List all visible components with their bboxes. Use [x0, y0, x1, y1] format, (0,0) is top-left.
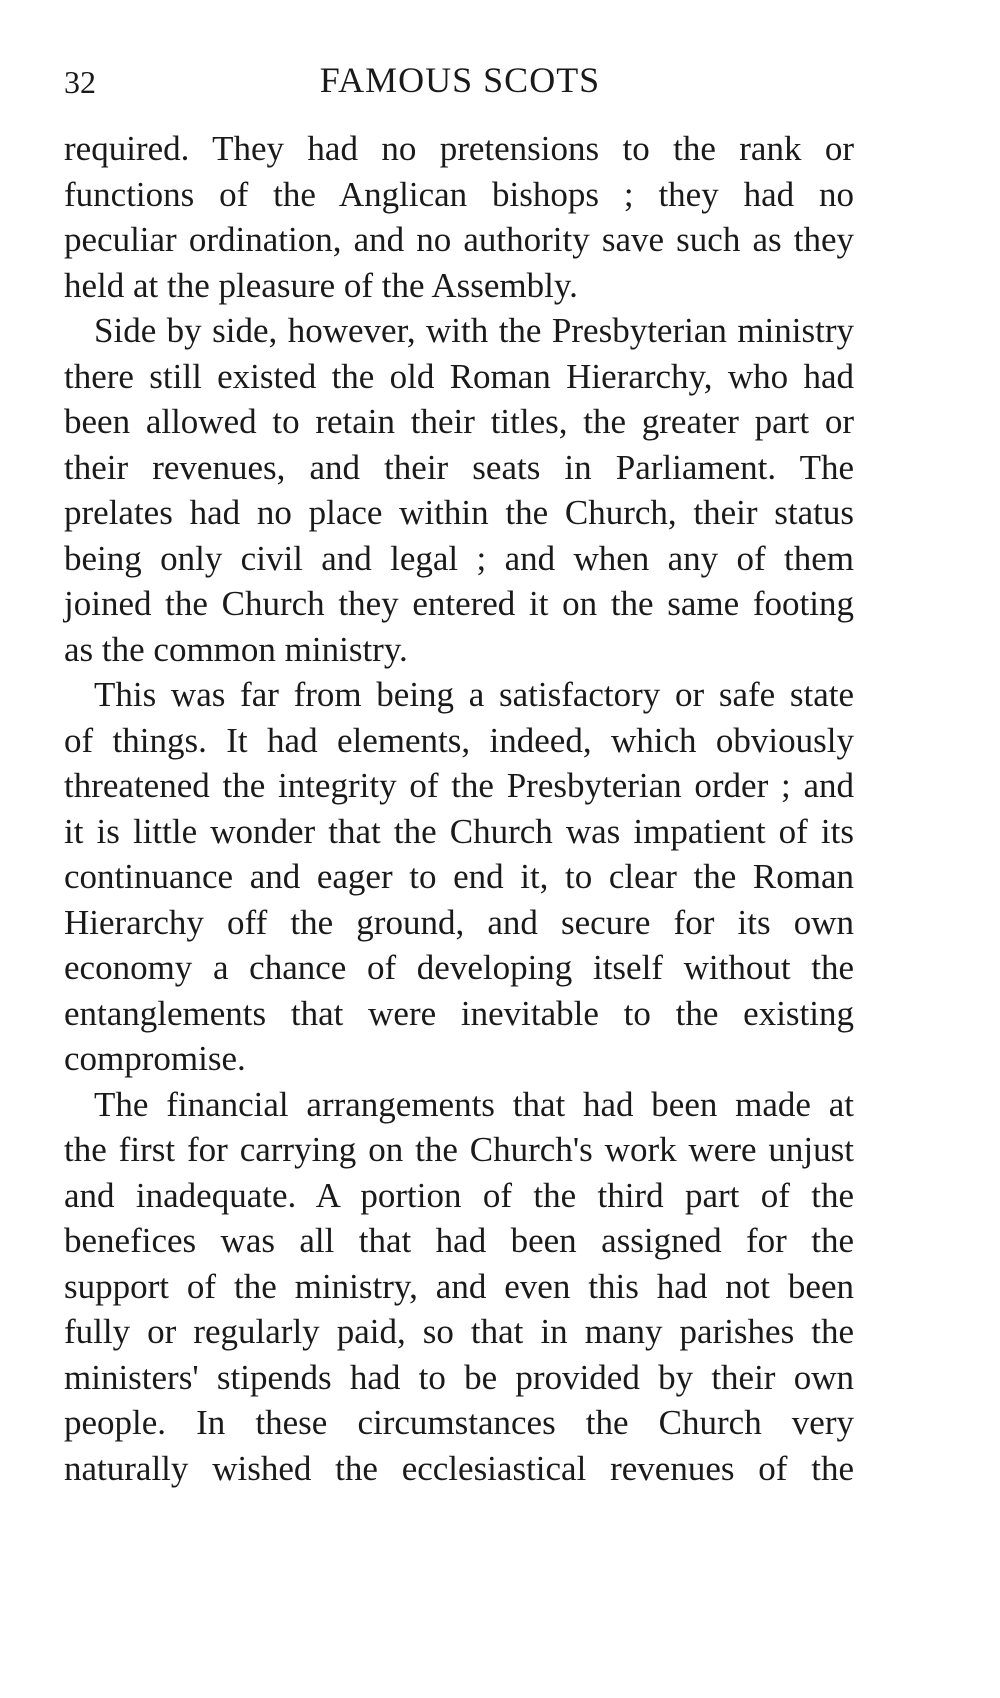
text-line: required. They had no pretensions to the rank or — [64, 129, 854, 168]
text-line: benefices was all that had been assigned for the — [64, 1221, 854, 1260]
text-line: prelates had no place within the Church, their status — [64, 493, 854, 532]
text-line: Side by side, however, with the Presbyterian ministry — [94, 311, 854, 350]
page-number: 32 — [64, 64, 96, 100]
text-line: The financial arrangements that had been made at — [94, 1084, 854, 1124]
text-line: the first for carrying on the Church's work were unjust — [64, 1130, 854, 1169]
running-title: FAMOUS SCOTS — [319, 60, 601, 100]
text-line: as the common ministry. — [64, 629, 408, 669]
paragraph — [64, 672, 854, 1082]
text-line: threatened the integrity of the Presbyterian order ; and — [64, 766, 854, 805]
text-line: held at the pleasure of the Assembly. — [64, 265, 578, 305]
text-line: joined the Church they entered it on the same footing — [64, 584, 854, 623]
text-line: naturally wished the ecclesiastical revenues of the — [64, 1448, 854, 1488]
paragraph — [64, 126, 854, 308]
text-line: Hierarchy off the ground, and secure for its own — [64, 902, 854, 942]
body-text — [64, 126, 854, 1491]
text-line: compromise. — [64, 1039, 246, 1078]
text-line: of things. It had elements, indeed, which obviously — [64, 720, 854, 760]
paragraph — [64, 308, 854, 672]
paragraph — [64, 1082, 854, 1492]
text-line: people. In these circumstances the Church very — [64, 1403, 854, 1442]
text-line: continuance and eager to end it, to clear the Roman — [64, 857, 854, 896]
text-line: been allowed to retain their titles, the greater part or — [64, 402, 854, 441]
text-line: support of the ministry, and even this had not been — [64, 1266, 854, 1306]
text-line: This was far from being a satisfactory or safe state — [94, 675, 854, 714]
text-line: it is little wonder that the Church was impatient of its — [64, 811, 854, 851]
text-line: functions of the Anglican bishops ; they had no — [64, 174, 854, 214]
text-line: being only civil and legal ; and when any of them — [64, 538, 854, 578]
text-line: fully or regularly paid, so that in many parishes the — [64, 1312, 854, 1351]
text-line: economy a chance of developing itself without the — [64, 948, 854, 987]
text-line: entanglements that were inevitable to the existing — [64, 993, 854, 1033]
text-line: and inadequate. A portion of the third part of the — [64, 1175, 854, 1215]
text-line: their revenues, and their seats in Parliament. The — [64, 447, 854, 487]
text-line: there still existed the old Roman Hierarchy, who had — [64, 356, 854, 396]
text-line: ministers' stipends had to be provided by their own — [64, 1357, 854, 1397]
text-line: peculiar ordination, and no authority save such as they — [64, 220, 854, 259]
